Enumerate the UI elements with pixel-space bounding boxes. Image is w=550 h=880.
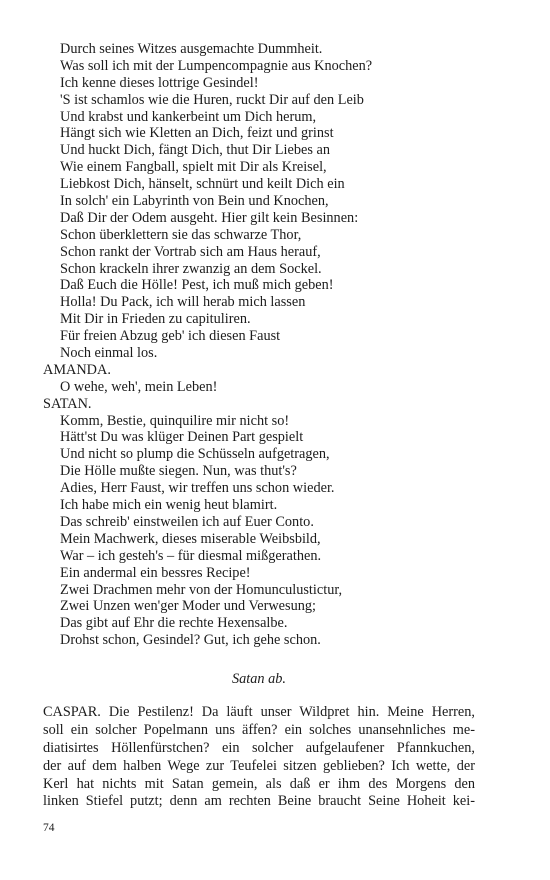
verse-line: Was soll ich mit der Lumpencompagnie aus Knochen? <box>60 57 373 74</box>
verse-line: Zwei Unzen wen'ger Moder und Verwesung; <box>60 598 317 615</box>
prose-line: soll ein solcher Popelmann uns äffen? ein solches unansehnliches me- <box>43 721 475 738</box>
verse-line: Daß Dir der Odem ausgeht. Hier gilt kein Besinnen: <box>60 209 359 226</box>
verse-line: Zwei Drachmen mehr von der Homunculustictur, <box>60 581 343 598</box>
verse-line: Liebkost Dich, hänselt, schnürt und keilt Dich ein <box>60 176 345 193</box>
verse-line: Das gibt auf Ehr die rechte Hexensalbe. <box>60 615 288 632</box>
verse-line: Komm, Bestie, quinquilire mir nicht so! <box>60 412 290 429</box>
verse-line: Ich kenne dieses lottrige Gesindel! <box>60 74 259 91</box>
verse-block <box>43 41 513 649</box>
verse-line: Hätt'st Du was klüger Deinen Part gespielt <box>60 429 304 446</box>
prose-line: diatisirtes Höllenfürstchen? ein solcher aufgelaufener Pfannkuchen, <box>43 739 475 756</box>
prose-line: der auf dem halben Wege zur Teufelei sitzen geblieben? Ich wette, der <box>43 757 475 774</box>
prose-line: linken Stiefel putzt; denn am rechten Beine braucht Seine Hoheit kei- <box>43 793 475 810</box>
stage-direction: Satan ab. <box>231 671 286 687</box>
speaker-name: SATAN. <box>43 395 92 412</box>
verse-line: Noch einmal los. <box>60 345 158 362</box>
verse-line: Und nicht so plump die Schüsseln aufgetragen, <box>60 446 330 463</box>
prose-line: CASPAR. Die Pestilenz! Da läuft unser Wildpret hin. Meine Herren, <box>43 704 475 720</box>
verse-line: Durch seines Witzes ausgemachte Dummheit. <box>60 41 323 57</box>
verse-line: O wehe, weh', mein Leben! <box>60 378 218 395</box>
verse-line: War – ich gesteh's – für diesmal mißgerathen. <box>60 547 322 564</box>
verse-line: Daß Euch die Hölle! Pest, ich muß mich geben! <box>60 277 334 294</box>
verse-line: Schon krackeln ihrer zwanzig an dem Sockel. <box>60 260 322 277</box>
verse-line: Und krabst und kankerbeint um Dich herum, <box>60 108 317 125</box>
page-number: 74 <box>43 822 55 834</box>
verse-line: Adies, Herr Faust, wir treffen uns schon wieder. <box>60 480 335 497</box>
verse-line: Mein Machwerk, dieses miserable Weibsbild, <box>60 530 321 547</box>
verse-line: In solch' ein Labyrinth von Bein und Knochen, <box>60 193 329 210</box>
prose-line: Kerl hat nichts mit Satan gemein, als daß er ihm des Morgens den <box>43 775 475 792</box>
verse-line: Schon überklettern sie das schwarze Thor, <box>60 226 302 243</box>
verse-line: Ich habe mich ein wenig heut blamirt. <box>60 497 278 514</box>
verse-line: Holla! Du Pack, ich will herab mich lassen <box>60 294 306 311</box>
prose-paragraph <box>43 704 475 811</box>
verse-line: Schon rankt der Vortrab sich am Haus herauf, <box>60 243 321 260</box>
verse-line: Wie einem Fangball, spielt mit Dir als Kreisel, <box>60 159 327 176</box>
verse-line: Und huckt Dich, fängt Dich, thut Dir Liebes an <box>60 142 330 159</box>
verse-line: Für freien Abzug geb' ich diesen Faust <box>60 328 281 345</box>
speaker-name: AMANDA. <box>43 361 111 378</box>
verse-line: Drohst schon, Gesindel? Gut, ich gehe schon. <box>60 632 321 649</box>
verse-line: Mit Dir in Frieden zu capituliren. <box>60 311 251 328</box>
verse-line: Ein andermal ein bessres Recipe! <box>60 564 251 581</box>
verse-line: 'S ist schamlos wie die Huren, ruckt Dir auf den Leib <box>60 91 364 108</box>
verse-line: Die Hölle mußte siegen. Nun, was thut's? <box>60 463 297 480</box>
verse-line: Das schreib' einstweilen ich auf Euer Conto. <box>60 513 314 530</box>
verse-line: Hängt sich wie Kletten an Dich, feizt und grinst <box>60 125 334 142</box>
